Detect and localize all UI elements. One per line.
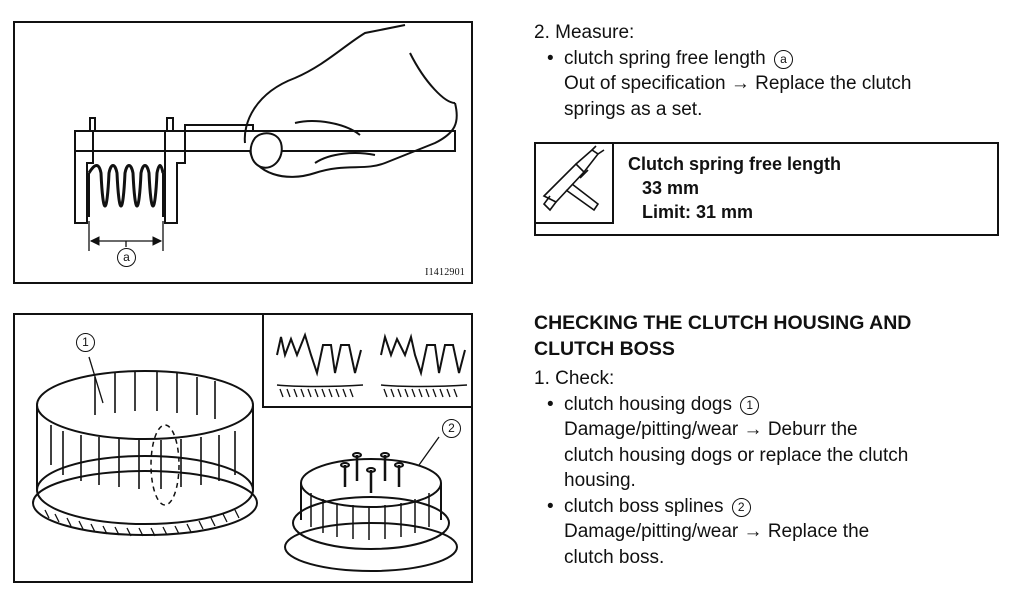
callout-marker: 1 <box>740 396 759 415</box>
figure-clutch-housing-boss <box>13 313 473 583</box>
instruction-line: clutch housing dogs or replace the clutch <box>564 444 909 466</box>
bullet-text: clutch spring free length <box>564 47 766 69</box>
bullet-item <box>534 46 1012 72</box>
caliper-spring-illustration <box>15 23 471 282</box>
step-check <box>534 366 1012 570</box>
callout-marker: 2 <box>732 498 751 517</box>
section-heading-line: CHECKING THE CLUTCH HOUSING AND <box>534 312 912 334</box>
callout-marker: a <box>774 50 793 69</box>
callout-a: a <box>117 248 136 267</box>
bullet-item <box>534 494 1012 520</box>
callout-1: 1 <box>76 333 95 352</box>
step-measure <box>534 20 1012 122</box>
step-title: 1. Check: <box>534 368 615 389</box>
spec-box <box>534 142 999 236</box>
instruction-line: housing. <box>564 470 636 491</box>
spec-title: Clutch spring free length <box>628 154 842 174</box>
section-heading-line: CLUTCH BOSS <box>534 338 675 360</box>
spec-text <box>628 152 841 224</box>
instruction-line: Damage/pitting/wear → Deburr the <box>564 419 858 440</box>
bullet-item <box>534 392 1012 418</box>
bullet-text: clutch boss splines <box>564 495 724 517</box>
clutch-housing-boss-illustration <box>15 315 471 581</box>
instruction-line: clutch boss. <box>564 546 665 568</box>
instruction-line: springs as a set. <box>564 98 703 120</box>
spec-limit: Limit: 31 mm <box>642 202 754 222</box>
bullet-dot: • <box>547 47 554 69</box>
figure-code: I1412901 <box>425 267 465 278</box>
bullet-dot: • <box>547 393 554 415</box>
section-heading <box>534 310 1012 362</box>
bullet-dot: • <box>547 495 554 517</box>
spec-icon-cell <box>536 144 614 224</box>
callout-2: 2 <box>442 419 461 438</box>
caliper-icon <box>536 144 612 222</box>
step-title: 2. Measure: <box>534 22 635 43</box>
bullet-text: clutch housing dogs <box>564 393 732 415</box>
instruction-line: Damage/pitting/wear → Replace the <box>564 521 870 542</box>
figure-spring-measurement <box>13 21 473 284</box>
instruction-line: Out of specification → Replace the clutch <box>564 73 912 94</box>
spec-value: 33 mm <box>642 178 700 198</box>
